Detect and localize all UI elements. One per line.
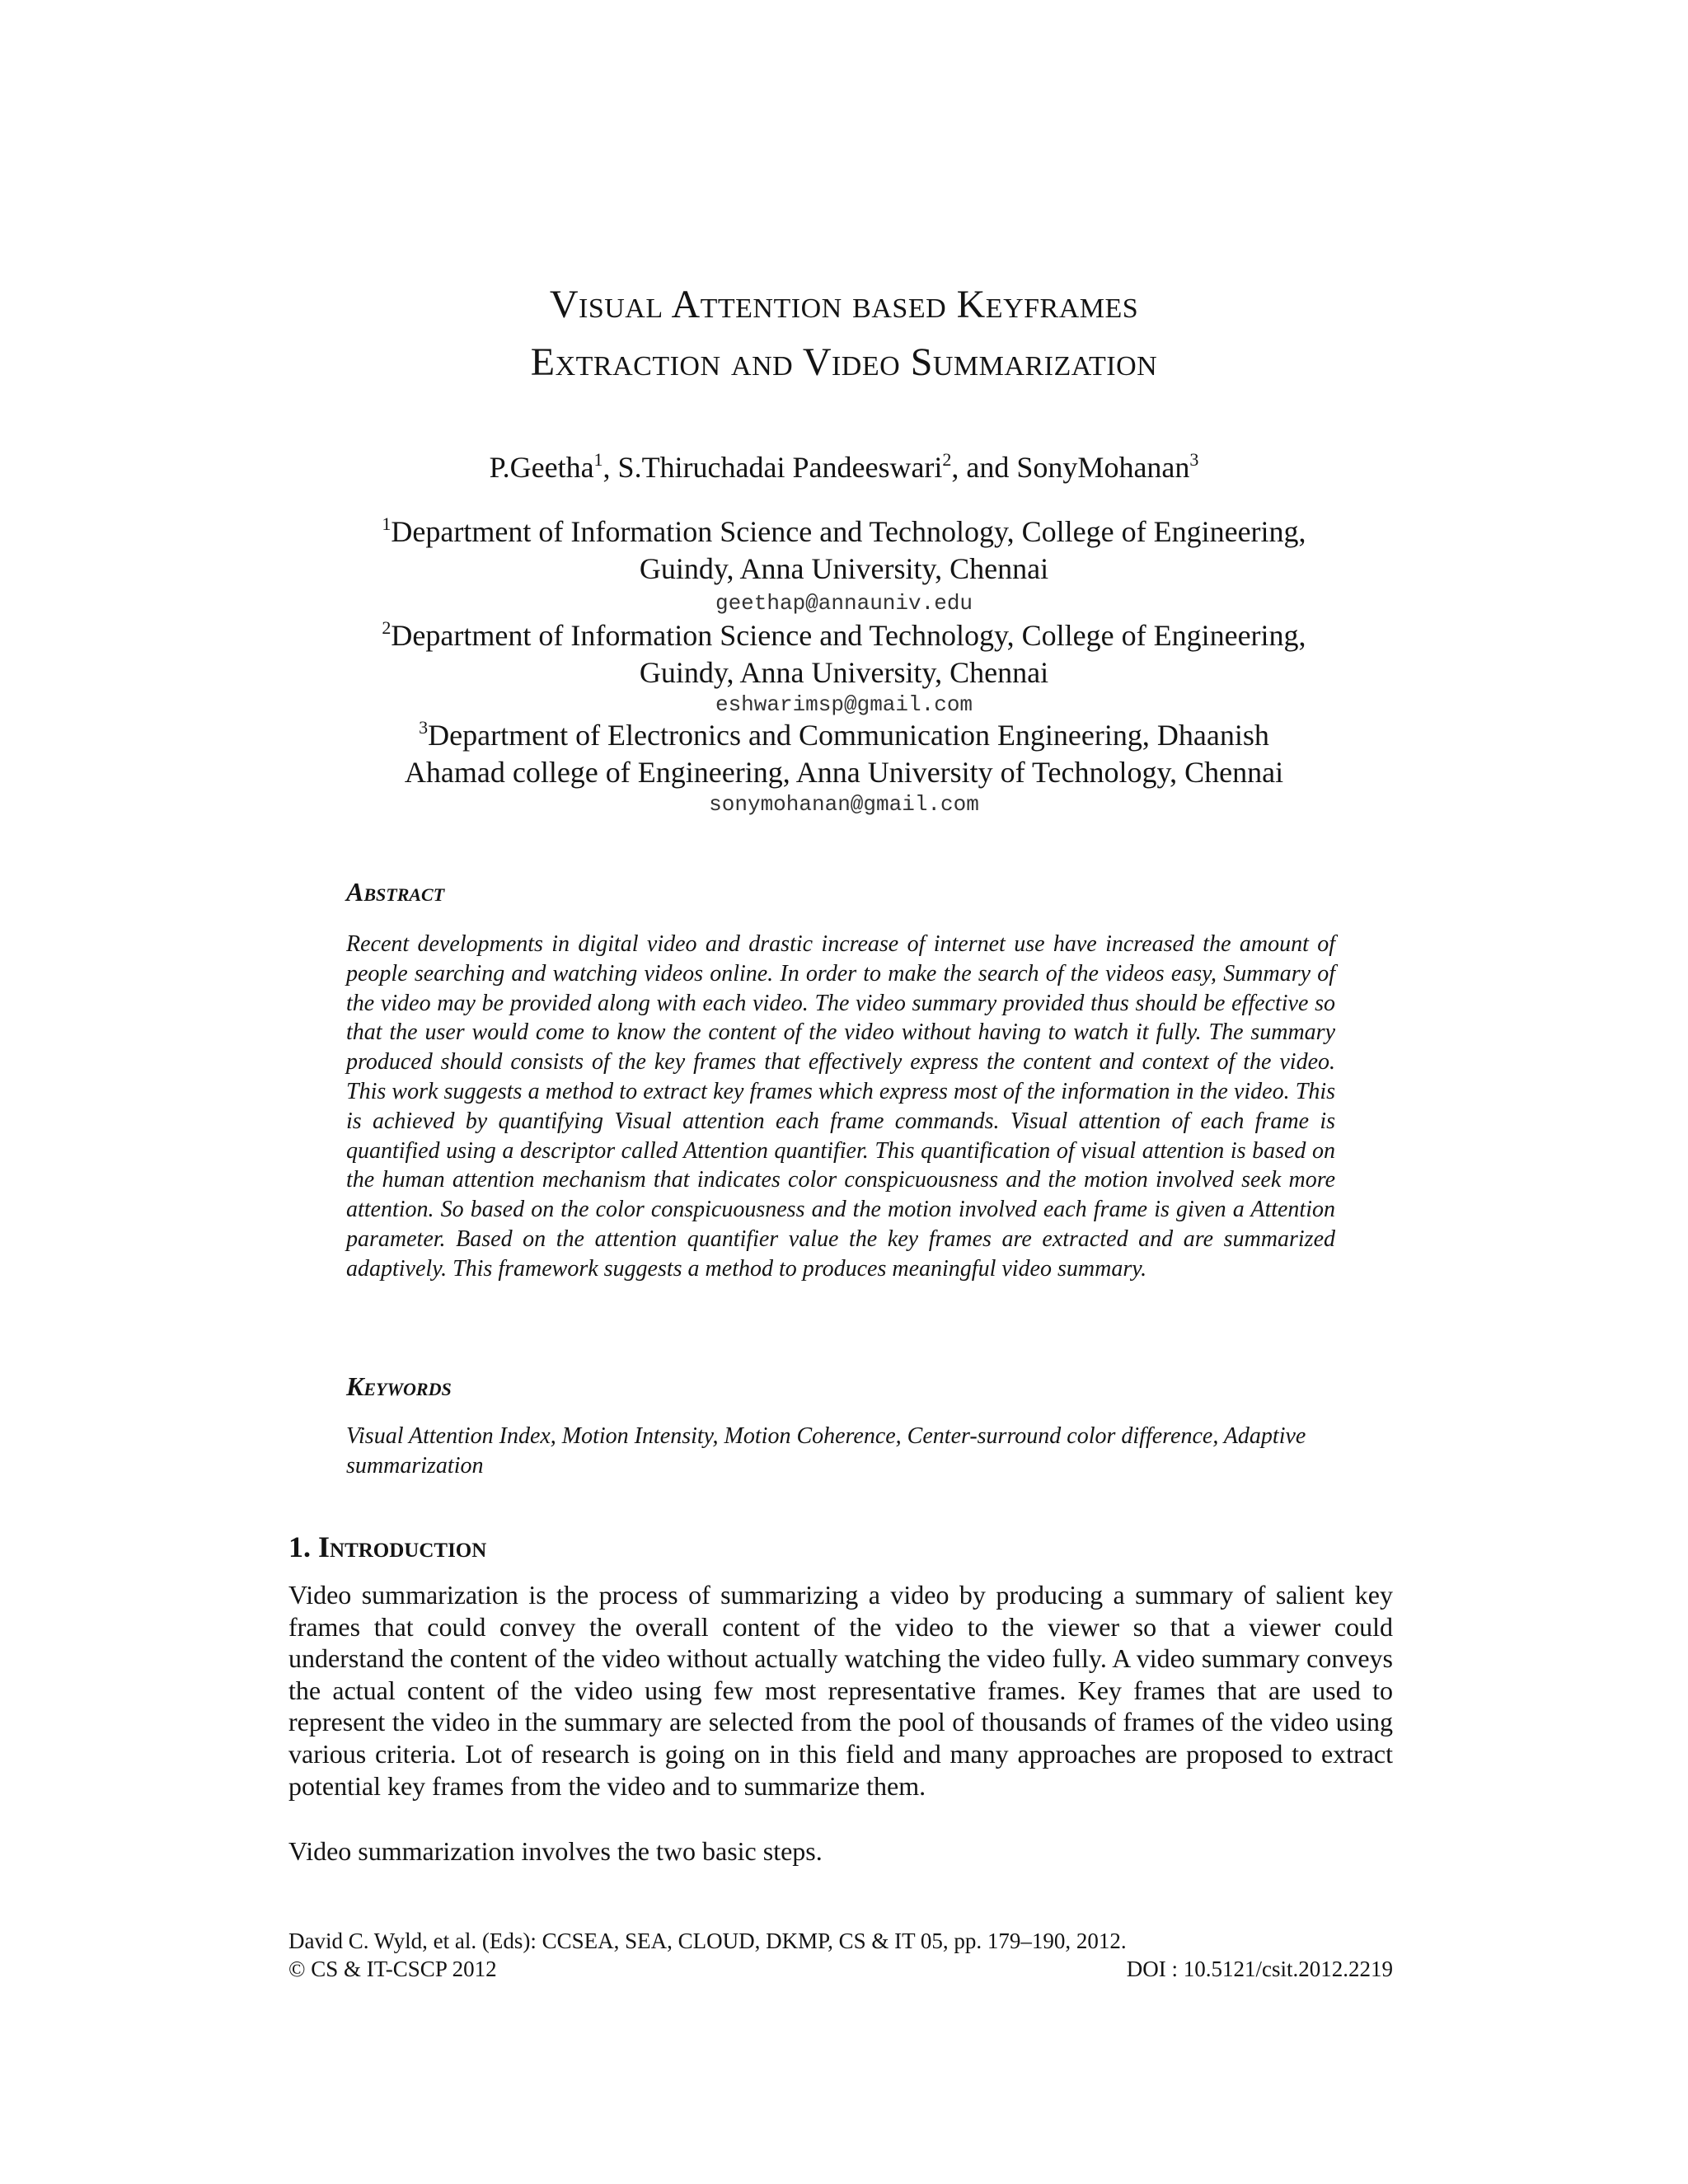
affiliation-3 <box>0 717 1688 791</box>
affiliation-2 <box>0 617 1688 691</box>
footer-copyright: © CS & IT-CSCP 2012 <box>288 1957 497 1981</box>
author-superscript: 1 <box>593 449 603 470</box>
introduction-heading: 1. Introduction <box>288 1530 487 1563</box>
affiliation-line: Guindy, Anna University, Chennai <box>639 552 1049 585</box>
author-superscript: 3 <box>1189 449 1199 470</box>
affiliation-line: Department of Information Science and Technology, College of Engineering, <box>391 619 1306 652</box>
author-list: P.Geetha$^1$, S.Thiruchadai Pandeeswari$^2$, and SonyMohanan$^3$ <box>489 449 1199 484</box>
footer-doi[interactable]: DOI : 10.5121/csit.2012.2219 <box>1126 1957 1393 1981</box>
title-line-1: Visual Attention based Keyframes <box>549 283 1139 326</box>
abstract-text: Recent developments in digital video and drastic increase of internet use have increased the amount of people searching and watching videos online. In order to make the search of the videos easy, Summary of the video may be provided along with each video. The video summary provided thus should be effective so that the user would come to know the content of the video without having to watch it fully. The summary produced should consists of the key frames that effectively express the content and context of the video. This work suggests a method to extract key frames which express most of the information in the video. This is achieved by quantifying Visual attention each frame commands. Visual attention of each frame is quantified using a descriptor called Attention quantifier. This quantification of visual attention is based on the human attention mechanism that indicates color conspicuousness and the motion involved seek more attention. So based on the color conspicuousness and the motion involved each frame is given a Attention parameter. Based on the attention quantifier value the key frames are extracted and are summarized adaptively. This framework suggests a method to produces meaningful video summary. <box>346 931 1335 1282</box>
author-superscript: 2 <box>942 449 952 470</box>
author-conjunction: and <box>966 451 1010 484</box>
author-name: SonyMohanan <box>1016 451 1190 484</box>
affiliation-superscript: 2 <box>382 617 392 638</box>
affiliation-superscript: 1 <box>382 513 392 534</box>
email-link[interactable]: eshwarimsp@gmail.com <box>715 692 973 717</box>
keywords-heading: Keywords <box>346 1371 452 1401</box>
affiliation-superscript: 3 <box>419 717 429 738</box>
affiliation-line: Department of Electronics and Communication Engineering, Dhaanish <box>428 719 1269 752</box>
introduction-paragraph: Video summarization is the process of summarizing a video by producing a summary of salient key frames that could convey the overall content of the video to the viewer so that a viewer could understand the content of the video without actually watching the video fully. A video summary conveys the actual content of the video using few most representative frames. Key frames that are used to represent the video in the summary are selected from the pool of thousands of frames of the video using various criteria. Lot of research is going on in this field and many approaches are proposed to extract potential key frames from the video and to summarize them. <box>288 1580 1393 1801</box>
email-link[interactable]: sonymohanan@gmail.com <box>709 792 979 817</box>
affiliation-line: Guindy, Anna University, Chennai <box>639 656 1049 689</box>
paper-title <box>0 276 1688 391</box>
author-name: P.Geetha <box>489 451 594 484</box>
introduction-paragraph: Video summarization involves the two basic steps. <box>288 1836 823 1866</box>
abstract-heading: Abstract <box>346 877 445 907</box>
keywords-text: Visual Attention Index, Motion Intensity, Motion Coherence, Center-surround color difference, Adaptive summarization <box>346 1423 1306 1479</box>
title-line-2: Extraction and Video Summarization <box>530 340 1158 384</box>
footer-citation: David C. Wyld, et al. (Eds): CCSEA, SEA, CLOUD, DKMP, CS & IT 05, pp. 179–190, 2012. <box>288 1929 1127 1953</box>
affiliation-1 <box>0 513 1688 588</box>
affiliation-line: Department of Information Science and Technology, College of Engineering, <box>391 515 1306 548</box>
footer-bottom-row <box>288 1955 1393 1983</box>
email-link[interactable]: geethap@annauniv.edu <box>715 591 973 616</box>
author-name: S.Thiruchadai Pandeeswari <box>617 451 943 484</box>
affiliation-line: Ahamad college of Engineering, Anna University of Technology, Chennai <box>404 756 1284 789</box>
